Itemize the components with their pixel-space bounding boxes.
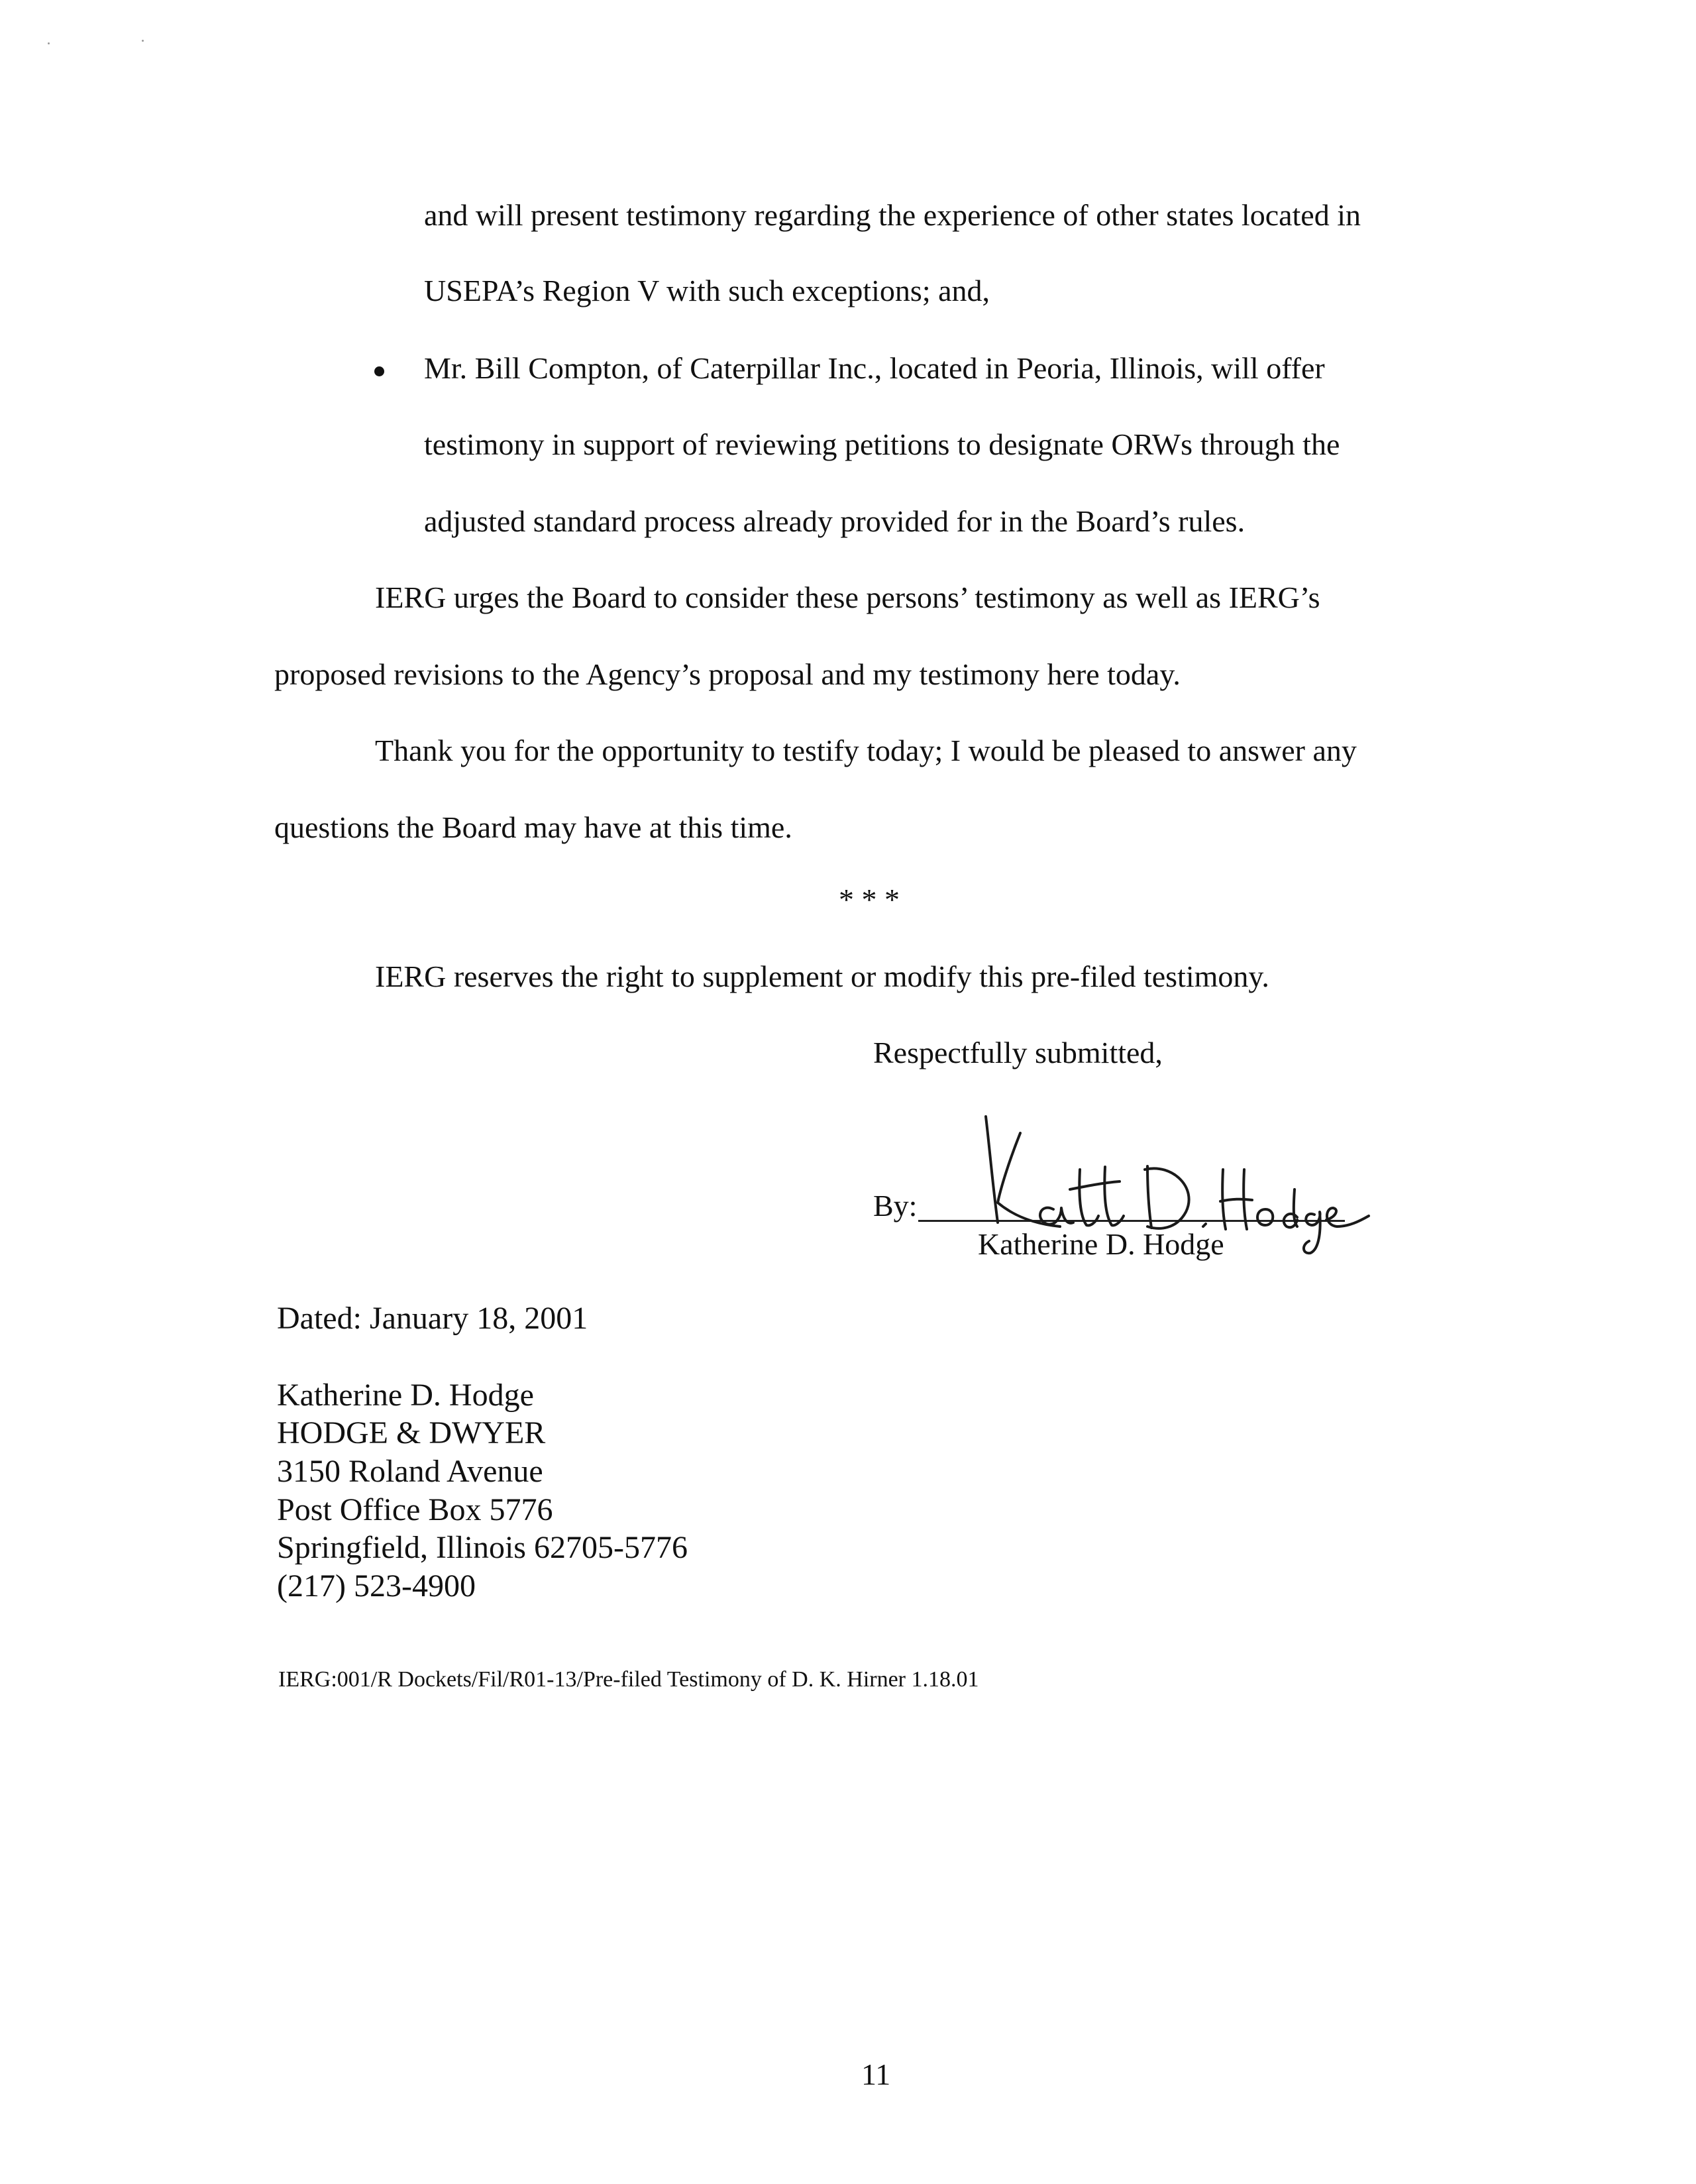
paragraph-thanks-line-1: Thank you for the opportunity to testify today; I would be pleased to answer any	[375, 734, 1357, 767]
bullet-item-line-3: adjusted standard process already provided for in the Board’s rules.	[424, 504, 1246, 538]
dated-line: Dated: January 18, 2001	[277, 1301, 588, 1336]
scan-speck	[142, 40, 144, 42]
address-name: Katherine D. Hodge	[277, 1378, 534, 1413]
paragraph-reserve: IERG reserves the right to supplement or modify this pre-filed testimony.	[375, 959, 1269, 993]
paragraph-urge-line-1: IERG urges the Board to consider these persons’ testimony as well as IERG’s	[375, 580, 1320, 614]
address-street: 3150 Roland Avenue	[277, 1454, 543, 1489]
paragraph-continuation-line-1: and will present testimony regarding the experience of other states located in	[424, 198, 1361, 232]
address-firm: HODGE & DWYER	[277, 1415, 546, 1450]
paragraph-thanks-line-2: questions the Board may have at this time.	[274, 810, 792, 844]
paragraph-urge-line-2: proposed revisions to the Agency’s proposal and my testimony here today.	[274, 657, 1181, 691]
section-separator: * * *	[839, 883, 900, 916]
bullet-item-line-1: Mr. Bill Compton, of Caterpillar Inc., located in Peoria, Illinois, will offer	[424, 351, 1325, 385]
bullet-item-line-2: testimony in support of reviewing petitions to designate ORWs through the	[424, 427, 1340, 461]
paragraph-continuation-line-2: USEPA’s Region V with such exceptions; and,	[424, 274, 990, 307]
signer-name: Katherine D. Hodge	[978, 1227, 1224, 1261]
bullet-icon	[374, 366, 384, 376]
page-number: 11	[861, 2057, 891, 2091]
scan-speck	[48, 42, 50, 44]
address-phone: (217) 523-4900	[277, 1568, 476, 1604]
footer-reference: IERG:001/R Dockets/Fil/R01-13/Pre-filed Testimony of D. K. Hirner 1.18.01	[278, 1667, 979, 1692]
closing-text: Respectfully submitted,	[873, 1036, 1163, 1069]
address-city: Springfield, Illinois 62705-5776	[277, 1530, 688, 1565]
by-label: By:	[873, 1189, 918, 1223]
address-po-box: Post Office Box 5776	[277, 1492, 553, 1527]
